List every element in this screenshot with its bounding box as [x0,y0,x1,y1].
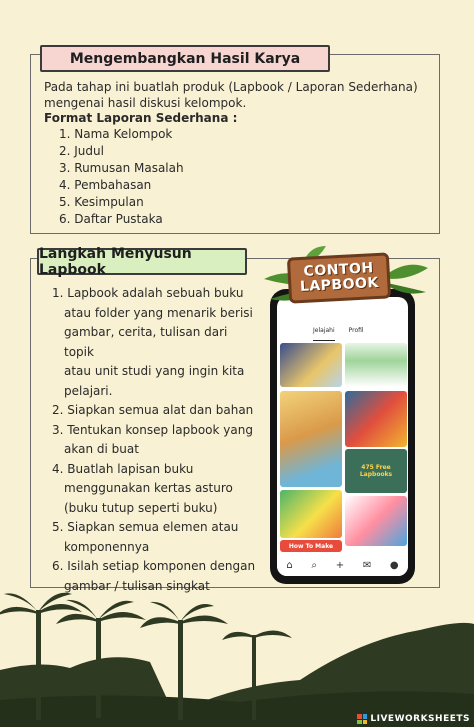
sign-line-1: CONTOH [303,260,374,280]
list-item: 6. Daftar Pustaka [59,212,163,226]
step-line: gambar, cerita, tulisan dari topik [64,325,228,359]
intro-line-2: mengenai hasil diskusi kelompok. [44,96,247,110]
card-label: 475 Free Lapbooks [359,464,393,478]
list-item: 5. Kesimpulan [59,195,144,209]
report-format-card [30,54,440,234]
step-line: 2. Siapkan semua alat dan bahan [52,403,254,417]
step-line: 6. Isilah setiap komponen dengan [52,559,256,573]
lapbook-image [345,343,407,387]
format-heading: Format Laporan Sederhana : [44,111,238,125]
liveworksheets-brand [357,714,470,724]
tab-profile: Profil [348,327,364,334]
lapbook-image [280,391,342,487]
phone-mockup [270,289,415,584]
step-line: gambar / tulisan singkat [64,578,210,593]
phone-tabs [277,327,408,341]
brand-text: LIVEWORKSHEETS [370,714,470,724]
step-line: 1. Lapbook adalah sebuah buku [52,286,244,300]
step-line: menggunakan kertas asturo [64,481,233,495]
contoh-lapbook-sign [287,252,391,303]
step-line: 3. Tentukan konsep lapbook yang [52,422,253,437]
step-line: atau folder yang menarik berisi [64,305,253,320]
list-item: 4. Pembahasan [59,178,152,192]
step-line: 5. Siapkan semua elemen atau [52,520,239,534]
step-line: pelajari. [64,383,113,398]
home-icon[interactable]: ⌂ [286,559,293,571]
lapbook-image [345,391,407,447]
lapbook-image [345,449,407,493]
list-item: 2. Judul [59,144,104,158]
section-title-langkah: Langkah Menyusun Lapbook [37,248,247,275]
chat-icon[interactable]: ✉ [362,559,372,571]
list-item: 3. Rumusan Masalah [59,161,184,175]
step-line: komponennya [64,539,150,554]
phone-nav-bar [277,554,408,576]
lapbook-image [345,496,407,546]
add-icon[interactable]: + [335,559,345,571]
lapbook-image [280,490,342,538]
step-line: (buku tutup seperti buku) [64,500,218,515]
profile-icon[interactable]: ● [389,559,399,571]
sign-line-2: LAPBOOK [299,274,380,296]
jungle-silhouette [0,590,474,727]
section-title-hasil-karya: Mengembangkan Hasil Karya [40,45,330,72]
format-list [59,126,184,228]
liveworksheets-logo-icon [357,714,367,724]
search-icon[interactable]: ⌕ [311,559,318,571]
tab-explore: Jelajahi [313,327,335,341]
steps-list [52,284,257,596]
lapbook-image [280,343,342,387]
step-line: atau unit studi yang ingin kita [64,364,245,378]
list-item: 1. Nama Kelompok [59,127,173,141]
step-line: 4. Buatlah lapisan buku [52,461,194,476]
intro-text [44,79,424,111]
step-line: akan di buat [64,442,139,456]
intro-line-1: Pada tahap ini buatlah produk (Lapbook / Laporan Sederhana) [44,80,418,94]
card-label: How To Make [288,542,334,550]
phone-screen [277,297,408,576]
lapbook-image [280,540,342,552]
